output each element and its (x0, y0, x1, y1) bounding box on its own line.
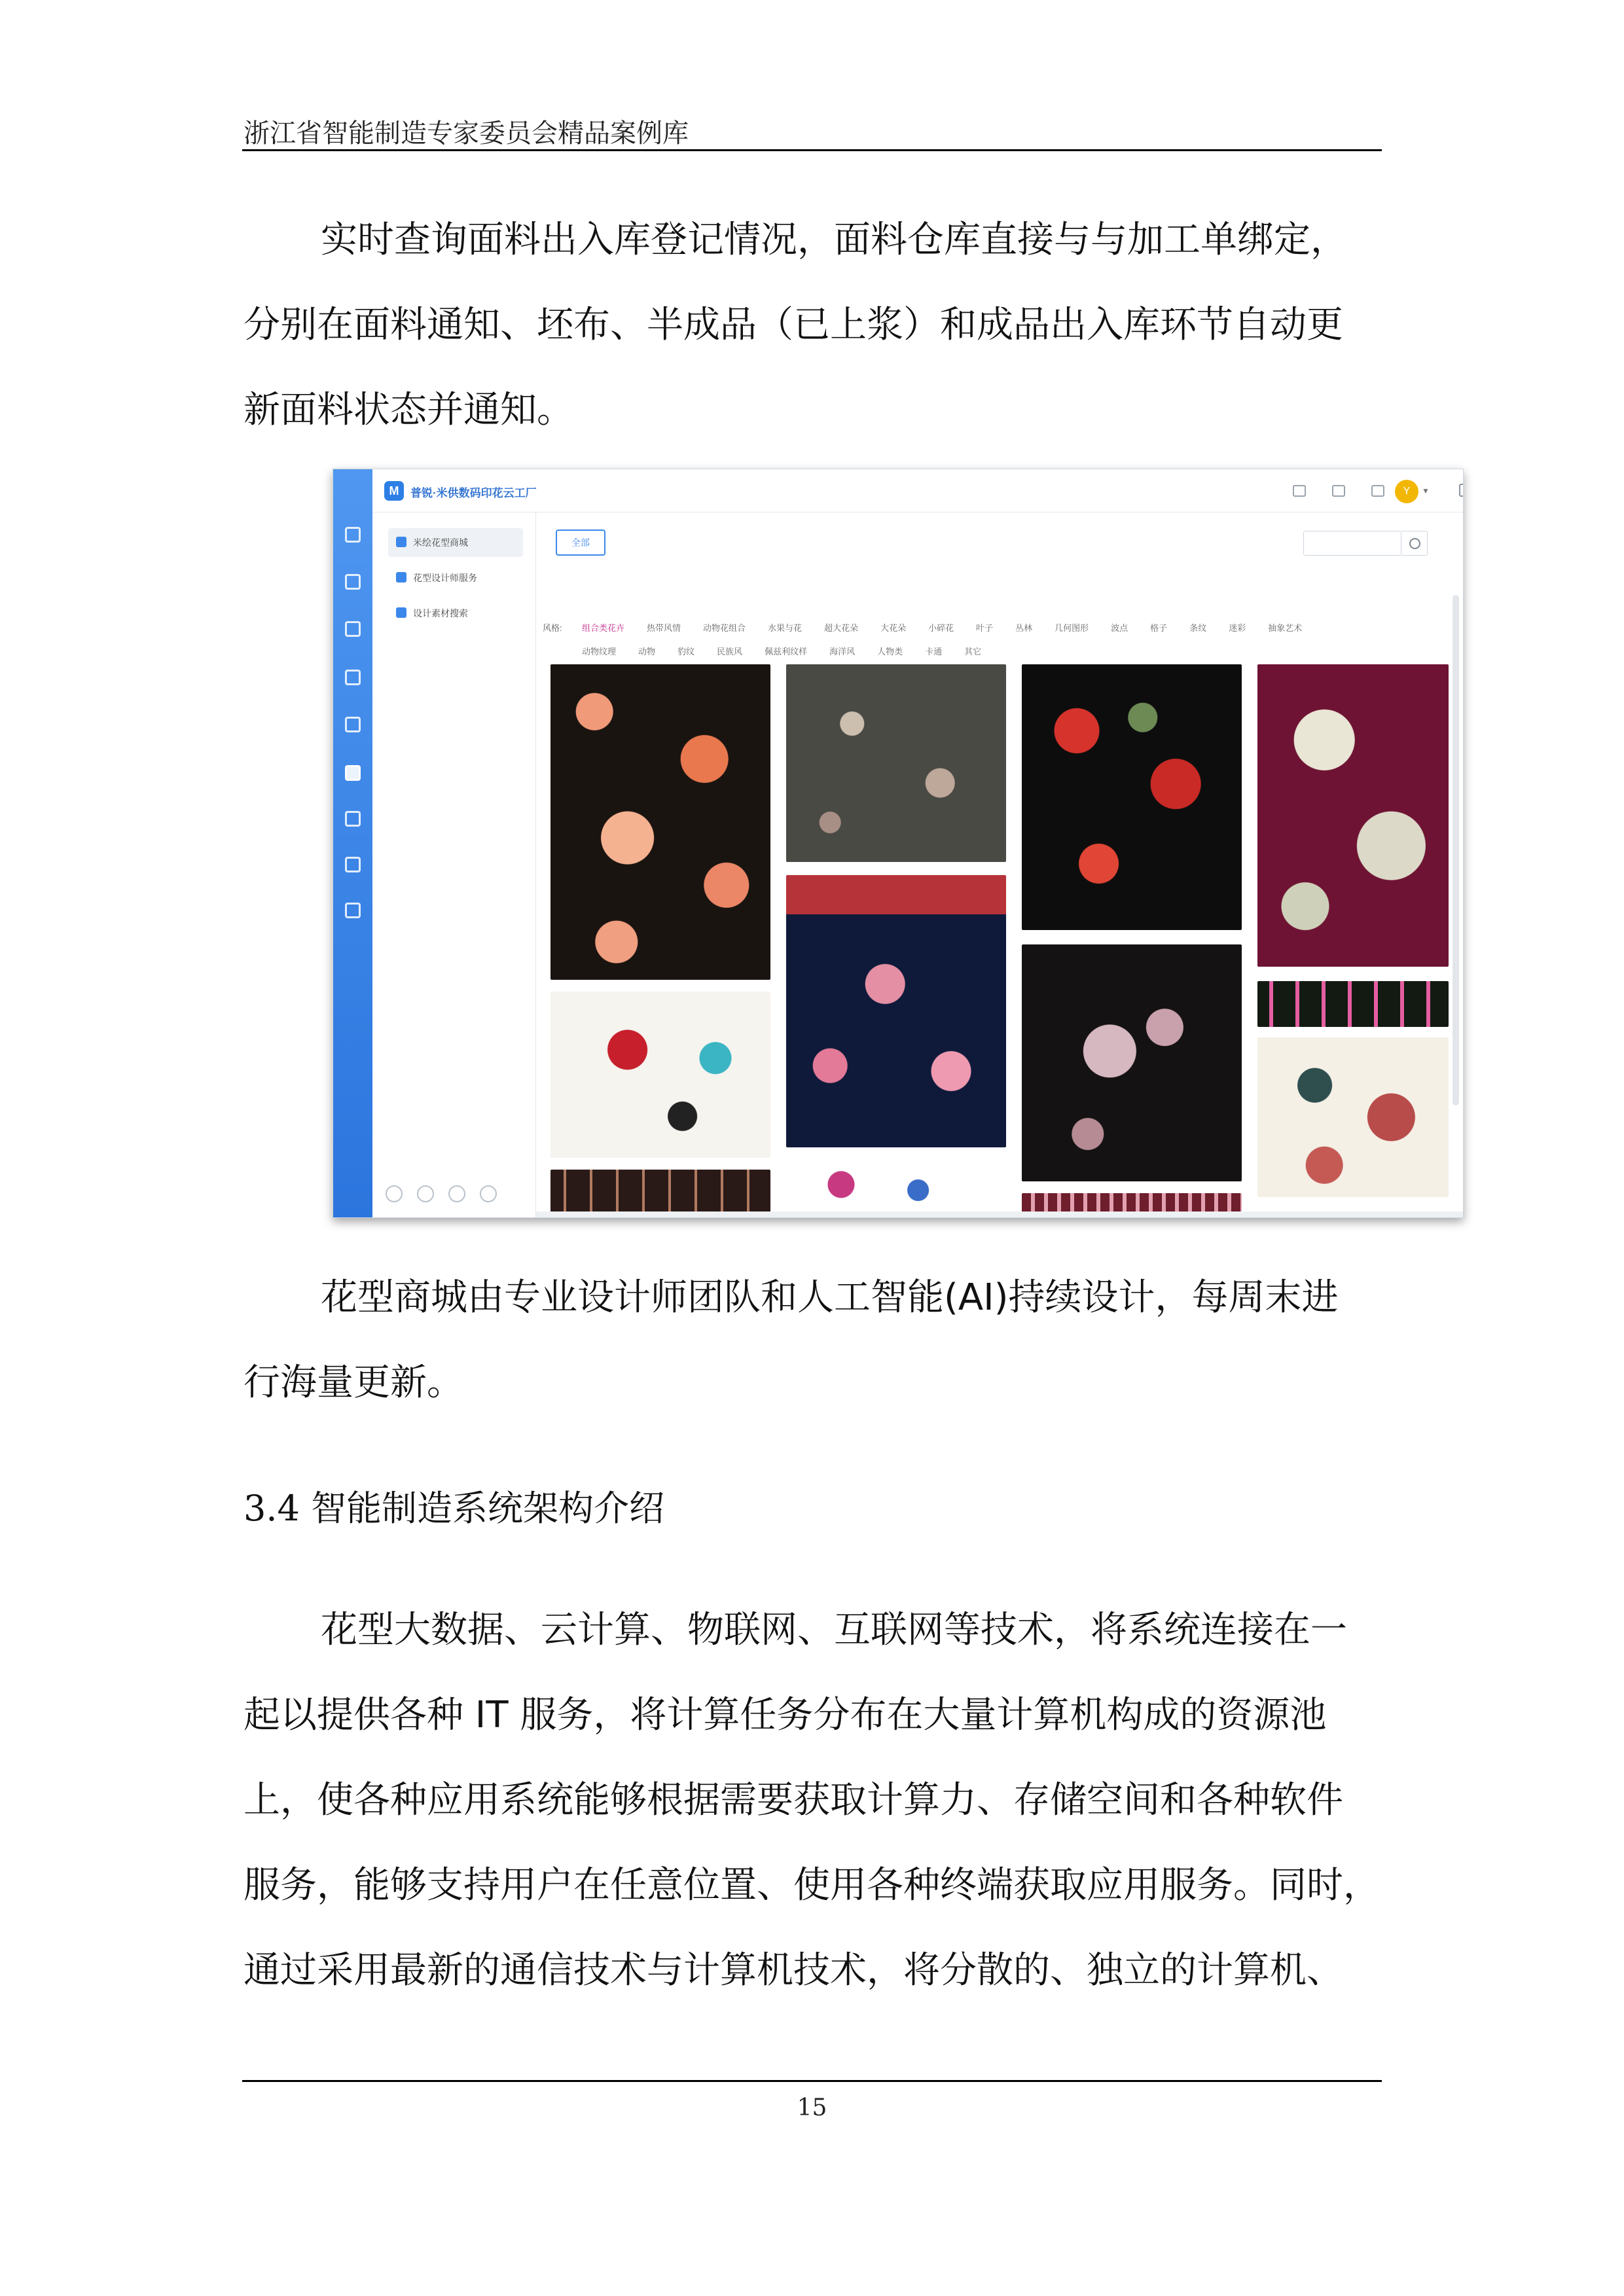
grid-icon[interactable] (345, 621, 361, 637)
filter-tag[interactable]: 动物 (638, 647, 656, 656)
filter-tag[interactable]: 热带风情 (647, 623, 681, 633)
all-filter-button[interactable]: 全部 (556, 529, 605, 556)
sidebar-item-designer-service[interactable] (388, 564, 523, 592)
book-icon[interactable] (345, 717, 361, 732)
pattern-thumbnail[interactable] (1022, 944, 1242, 1181)
filter-tag[interactable]: 人物类 (877, 647, 903, 656)
pattern-thumbnail[interactable] (550, 664, 770, 980)
filter-tag[interactable]: 水果与花 (768, 623, 803, 633)
sidebar-item-pattern-store[interactable] (388, 528, 523, 557)
style-filter-row (582, 645, 1003, 657)
paragraph-line: 花型商城由专业设计师团队和人工智能(AI)持续设计，每周末进 (321, 1276, 1339, 1319)
running-header: 浙江省智能制造专家委员会精品案例库 (244, 118, 689, 149)
logout-icon[interactable] (1459, 484, 1464, 497)
filter-tag[interactable]: 其它 (964, 647, 982, 656)
filter-tag[interactable]: 小碎花 (928, 623, 954, 633)
filter-tag[interactable]: 抽象艺术 (1268, 623, 1303, 633)
paragraph-line: 行海量更新。 (244, 1361, 463, 1404)
pattern-thumbnail[interactable] (786, 1162, 1006, 1218)
paragraph-line: 实时查询面料出入库登记情况，面料仓库直接与与加工单绑定， (321, 219, 1347, 261)
paragraph-line: 起以提供各种 IT 服务，将计算任务分布在大量计算机构成的资源池 (244, 1694, 1327, 1736)
paragraph-line: 上，使各种应用系统能够根据需要获取计算力、存储空间和各种软件 (244, 1779, 1343, 1821)
pattern-thumbnail[interactable] (786, 875, 1006, 1147)
paragraph-line: 花型大数据、云计算、物联网、互联网等技术，将系统连接在一 (321, 1609, 1347, 1651)
cart-icon[interactable] (1371, 485, 1384, 497)
list-icon[interactable] (345, 574, 361, 590)
pattern-thumbnail[interactable] (1257, 981, 1449, 1027)
apps-icon[interactable] (345, 857, 361, 872)
app-topbar (372, 469, 1464, 512)
filter-tag[interactable]: 迷彩 (1229, 623, 1246, 633)
filter-tag[interactable]: 动物纹理 (582, 647, 617, 656)
sidebar-tool-icons (386, 1185, 511, 1206)
horizontal-scrollbar[interactable] (536, 1211, 1464, 1218)
chevron-down-icon[interactable]: ▼ (1422, 486, 1430, 495)
paragraph-line: 通过采用最新的通信技术与计算机技术，将分散的、独立的计算机、 (244, 1949, 1343, 1992)
table-icon[interactable] (345, 811, 361, 827)
style-filter-label: 风格: (543, 623, 562, 633)
avatar[interactable]: Y (1395, 480, 1418, 503)
filter-tag[interactable]: 大花朵 (880, 623, 907, 633)
vertical-scrollbar[interactable] (1453, 595, 1459, 1105)
search-icon[interactable] (1401, 531, 1428, 556)
style-filter-row (582, 621, 1324, 634)
search-image-icon (396, 607, 406, 618)
filter-tag[interactable]: 格子 (1150, 623, 1168, 633)
page-number: 15 (797, 2094, 827, 2121)
filter-tag[interactable]: 波点 (1111, 623, 1128, 633)
filter-tag[interactable]: 超大花朵 (824, 623, 859, 633)
designer-icon (396, 572, 406, 583)
pattern-store-icon[interactable] (345, 765, 361, 781)
app-title: 普锐·米供数码印花云工厂 (410, 487, 537, 499)
sidebar-item-label: 花型设计师服务 (413, 573, 477, 583)
filter-tag[interactable]: 卡通 (925, 647, 943, 656)
pattern-gallery (536, 512, 1464, 1218)
pattern-thumbnail[interactable] (1257, 1037, 1449, 1197)
pattern-thumbnail[interactable] (1022, 664, 1242, 930)
sidebar-item-label: 设计素材搜索 (413, 608, 468, 619)
paragraph-line: 新面料状态并通知。 (244, 389, 573, 431)
app-icon-rail (333, 469, 372, 1218)
user-icon[interactable] (1293, 485, 1306, 497)
image-icon[interactable] (345, 527, 361, 543)
document-icon[interactable] (345, 670, 361, 685)
filter-tag[interactable]: 叶子 (976, 623, 994, 633)
filter-tag[interactable]: 组合类花卉 (582, 623, 625, 633)
sidebar-item-label: 米绘花型商城 (413, 537, 468, 548)
filter-tag[interactable]: 丛林 (1015, 623, 1033, 633)
report-icon[interactable] (345, 903, 361, 918)
pattern-thumbnail[interactable] (550, 992, 770, 1158)
footer-rule (242, 2080, 1382, 2082)
section-heading: 3.4 智能制造系统架构介绍 (244, 1488, 665, 1529)
app-logo-icon: M (384, 481, 404, 501)
app-screenshot (333, 469, 1464, 1218)
filter-tag[interactable]: 海洋风 (829, 647, 856, 656)
more-icon[interactable] (480, 1185, 497, 1202)
zoom-icon[interactable] (448, 1185, 465, 1202)
filter-tag[interactable]: 豹纹 (677, 647, 695, 656)
pattern-thumbnail[interactable] (550, 1170, 770, 1215)
copy-icon[interactable] (417, 1185, 434, 1202)
filter-tag[interactable]: 民族风 (717, 647, 743, 656)
paragraph-fabric-inventory (244, 198, 1386, 453)
pattern-thumbnail[interactable] (786, 664, 1006, 862)
pattern-thumbnail[interactable] (1257, 664, 1449, 967)
paragraph-line: 服务，能够支持用户在任意位置、使用各种终端获取应用服务。同时， (244, 1864, 1380, 1907)
filter-tag[interactable]: 佩兹利纹样 (765, 647, 808, 656)
paragraph-ai-design (244, 1255, 1386, 1426)
filter-tag[interactable]: 动物花组合 (703, 623, 746, 633)
sidebar-item-material-search[interactable] (388, 599, 523, 628)
edit-icon[interactable] (386, 1185, 403, 1202)
store-icon (396, 537, 406, 547)
search-input[interactable] (1303, 531, 1401, 556)
paragraph-line: 分别在面料通知、坯布、半成品（已上浆）和成品出入库环节自动更 (244, 304, 1343, 346)
app-sidebar (372, 512, 536, 1218)
message-icon[interactable] (1332, 485, 1345, 497)
paragraph-architecture (244, 1588, 1386, 2013)
filter-tag[interactable]: 条纹 (1189, 623, 1207, 633)
header-rule (242, 149, 1382, 151)
filter-tag[interactable]: 几何图形 (1055, 623, 1089, 633)
